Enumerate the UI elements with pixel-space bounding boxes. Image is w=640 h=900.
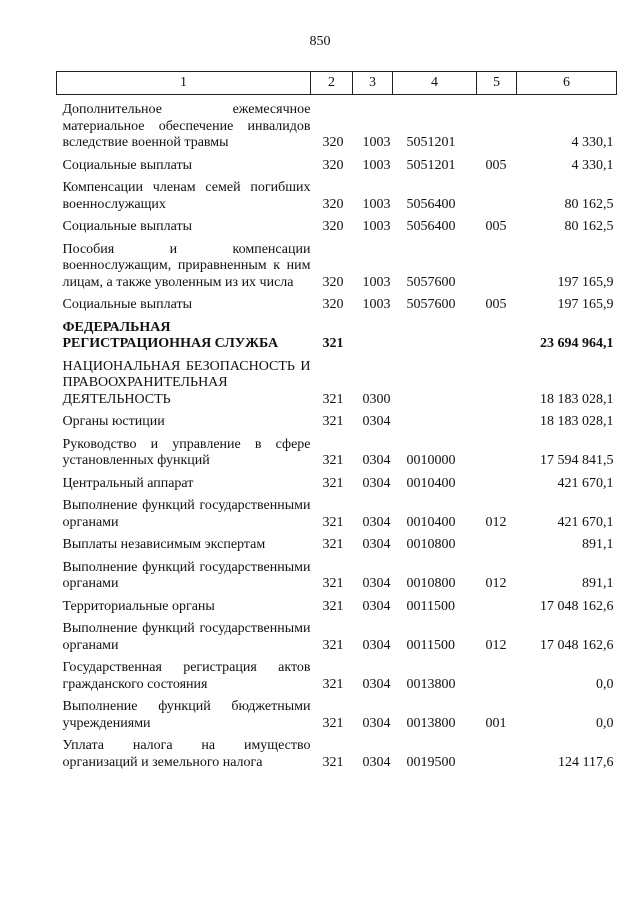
row-expense-type-code: 012 [485,514,507,530]
row-name [57,213,311,236]
row-amount: 4 330,1 [571,135,614,150]
row-amount: 17 048 162,6 [540,598,614,614]
row-name-text: Социальные выплаты [62,219,193,234]
row-amount: 197 165,9 [557,297,614,312]
row-admin-code: 320 [322,157,344,173]
row-amount: 197 165,9 [557,274,614,290]
header-row [57,72,617,95]
row-target-code: 0010000 [406,453,456,468]
row-name [57,693,311,732]
row-name-text: Социальные выплаты [62,297,193,312]
row-target-code: 5056400 [406,196,456,212]
row-name-text: Выплаты независимым экспертам [62,537,266,552]
row-amount: 17 594 841,5 [540,453,614,468]
table-row [57,174,617,213]
row-name-text: Государственная регистрация актов гражданского состояния [62,660,311,692]
row-name-text: Уплата налога на имущество организаций и земельного налога [62,738,311,770]
row-target-code: 0010400 [406,475,456,491]
table-row [57,213,617,236]
table-row [57,470,617,493]
row-expense-type-code: 005 [485,297,507,312]
row-expense-type-code [477,314,517,353]
row-target-code: 5057600 [406,274,456,290]
row-amount: 18 183 028,1 [540,391,614,407]
table-row [57,654,617,693]
header-col-3: 3 [353,72,393,95]
row-target-code: 0019500 [406,754,456,770]
row-target-code: 5056400 [406,219,456,234]
row-amount: 891,1 [582,537,614,552]
header-col-1: 1 [57,72,311,95]
row-name [57,314,311,353]
row-amount: 891,1 [582,576,614,591]
row-section-code: 0304 [362,414,391,429]
row-name-text: Выполнение функций бюджетными учреждениями [62,699,311,731]
row-name-text: Выполнение функций государственными органами [62,498,311,530]
row-admin-code: 321 [322,676,344,692]
row-name [57,531,311,554]
row-amount: 421 670,1 [557,514,614,530]
row-target-code: 0013800 [406,676,456,692]
row-section-code: 0304 [362,475,391,491]
row-admin-code: 321 [322,598,344,614]
row-target-code: 0010800 [406,576,456,591]
header-col-2: 2 [311,72,353,95]
row-name-text: Компенсации членам семей погибших военнослужащих [62,180,311,212]
row-section-code: 0304 [362,676,391,692]
row-target-code: 5057600 [406,297,456,312]
row-section-code: 1003 [362,297,391,312]
row-admin-code: 321 [322,754,344,770]
row-section-code: 0304 [362,576,391,591]
row-admin-code: 321 [322,537,344,552]
row-expense-type-code [477,408,517,431]
row-name [57,470,311,493]
row-expense-type-code [477,732,517,771]
row-name-text: Руководство и управление в сфере установленных функций [62,436,311,468]
row-name-text: Выполнение функций государственными органами [62,559,311,591]
row-section-code: 1003 [362,157,391,173]
row-admin-code: 320 [322,297,344,312]
row-target-code [393,353,477,409]
row-target-code: 0013800 [406,715,456,731]
row-admin-code: 320 [322,219,344,234]
row-amount: 23 694 964,1 [540,336,614,351]
row-amount: 17 048 162,6 [540,637,614,653]
row-admin-code: 321 [322,576,344,591]
table-row [57,95,617,152]
table-row [57,236,617,292]
header-col-4: 4 [393,72,477,95]
row-expense-type-code [477,531,517,554]
row-section-code: 0304 [362,754,391,770]
table-body [57,95,617,772]
row-amount: 124 117,6 [558,754,614,770]
row-name [57,554,311,593]
row-name [57,152,311,175]
row-amount: 421 670,1 [557,475,614,491]
row-section-code: 1003 [362,219,391,234]
row-expense-type-code: 001 [485,715,507,731]
row-target-code [393,314,477,353]
row-expense-type-code [477,353,517,409]
row-admin-code: 320 [322,274,344,290]
table-header [57,72,617,95]
row-section-code: 0304 [362,453,391,468]
row-amount: 0,0 [596,676,614,692]
row-amount: 80 162,5 [564,196,614,212]
row-expense-type-code [477,236,517,292]
row-section-code: 0304 [362,598,391,614]
row-name [57,615,311,654]
row-section-code: 1003 [362,274,391,290]
row-admin-code: 321 [322,475,344,491]
row-admin-code: 321 [322,336,344,351]
row-expense-type-code: 005 [485,219,507,234]
row-expense-type-code: 012 [485,576,507,591]
table-row [57,593,617,616]
header-col-5: 5 [477,72,517,95]
row-expense-type-code: 005 [485,157,507,173]
row-section-code: 1003 [362,196,391,212]
table-row [57,353,617,409]
header-col-6: 6 [517,72,617,95]
page-number: 850 [309,34,331,49]
table-row [57,152,617,175]
row-section-code: 1003 [362,135,391,150]
row-section-code: 0304 [362,537,391,552]
row-target-code: 0010800 [406,537,456,552]
row-amount: 4 330,1 [571,157,614,173]
row-section-code: 0304 [362,514,391,530]
row-name-text: НАЦИОНАЛЬНАЯ БЕЗОПАСНОСТЬ И ПРАВООХРАНИТЕЛЬНАЯ ДЕЯТЕЛЬНОСТЬ [62,358,311,407]
row-name [57,593,311,616]
row-admin-code: 321 [322,637,344,653]
row-name-text: Центральный аппарат [62,475,194,491]
row-name [57,353,311,409]
row-admin-code: 321 [322,453,344,468]
row-admin-code: 321 [322,715,344,731]
table-row [57,732,617,771]
row-expense-type-code [477,431,517,470]
row-target-code: 0010400 [406,514,456,530]
row-name [57,174,311,213]
row-amount: 80 162,5 [564,219,614,234]
row-section-code: 0300 [362,391,391,407]
row-target-code: 0011500 [406,637,455,653]
table-row [57,408,617,431]
row-admin-code: 321 [322,414,344,429]
row-expense-type-code [477,654,517,693]
row-name [57,408,311,431]
row-target-code [393,408,477,431]
table-row [57,554,617,593]
row-section-code: 0304 [362,637,391,653]
row-name [57,732,311,771]
row-amount: 0,0 [596,715,614,731]
row-admin-code: 321 [322,514,344,530]
row-name-text: Пособия и компенсации военнослужащим, приравненным к ним лицам, а также уволенным из их числа [62,241,311,290]
row-name [57,492,311,531]
row-expense-type-code [477,470,517,493]
row-name-text: Социальные выплаты [62,157,193,173]
table-row [57,431,617,470]
row-expense-type-code: 012 [485,637,507,653]
row-section-code [353,314,393,353]
row-name [57,654,311,693]
budget-table [56,71,617,771]
row-name [57,236,311,292]
row-admin-code: 321 [322,391,344,407]
row-expense-type-code [477,174,517,213]
table-row [57,531,617,554]
row-target-code: 5051201 [406,135,456,150]
row-section-code: 0304 [362,715,391,731]
row-target-code: 5051201 [406,157,456,173]
row-admin-code: 320 [322,135,344,150]
row-expense-type-code [477,593,517,616]
row-admin-code: 320 [322,196,344,212]
row-name-text: Территориальные органы [62,598,215,614]
row-name-text: Выполнение функций государственными органами [62,621,311,653]
row-expense-type-code [477,95,517,152]
row-amount: 18 183 028,1 [540,414,614,429]
row-name [57,95,311,152]
table-row [57,693,617,732]
row-target-code: 0011500 [406,598,455,614]
row-name [57,291,311,314]
row-name-text: Дополнительное ежемесячное материальное обеспечение инвалидов вследствие военной травмы [62,102,311,150]
table-row [57,492,617,531]
table-row [57,314,617,353]
row-name-text: ФЕДЕРАЛЬНАЯ РЕГИСТРАЦИОННАЯ СЛУЖБА [62,319,279,351]
row-name-text: Органы юстиции [62,414,165,429]
row-name [57,431,311,470]
table-row [57,615,617,654]
table-row [57,291,617,314]
